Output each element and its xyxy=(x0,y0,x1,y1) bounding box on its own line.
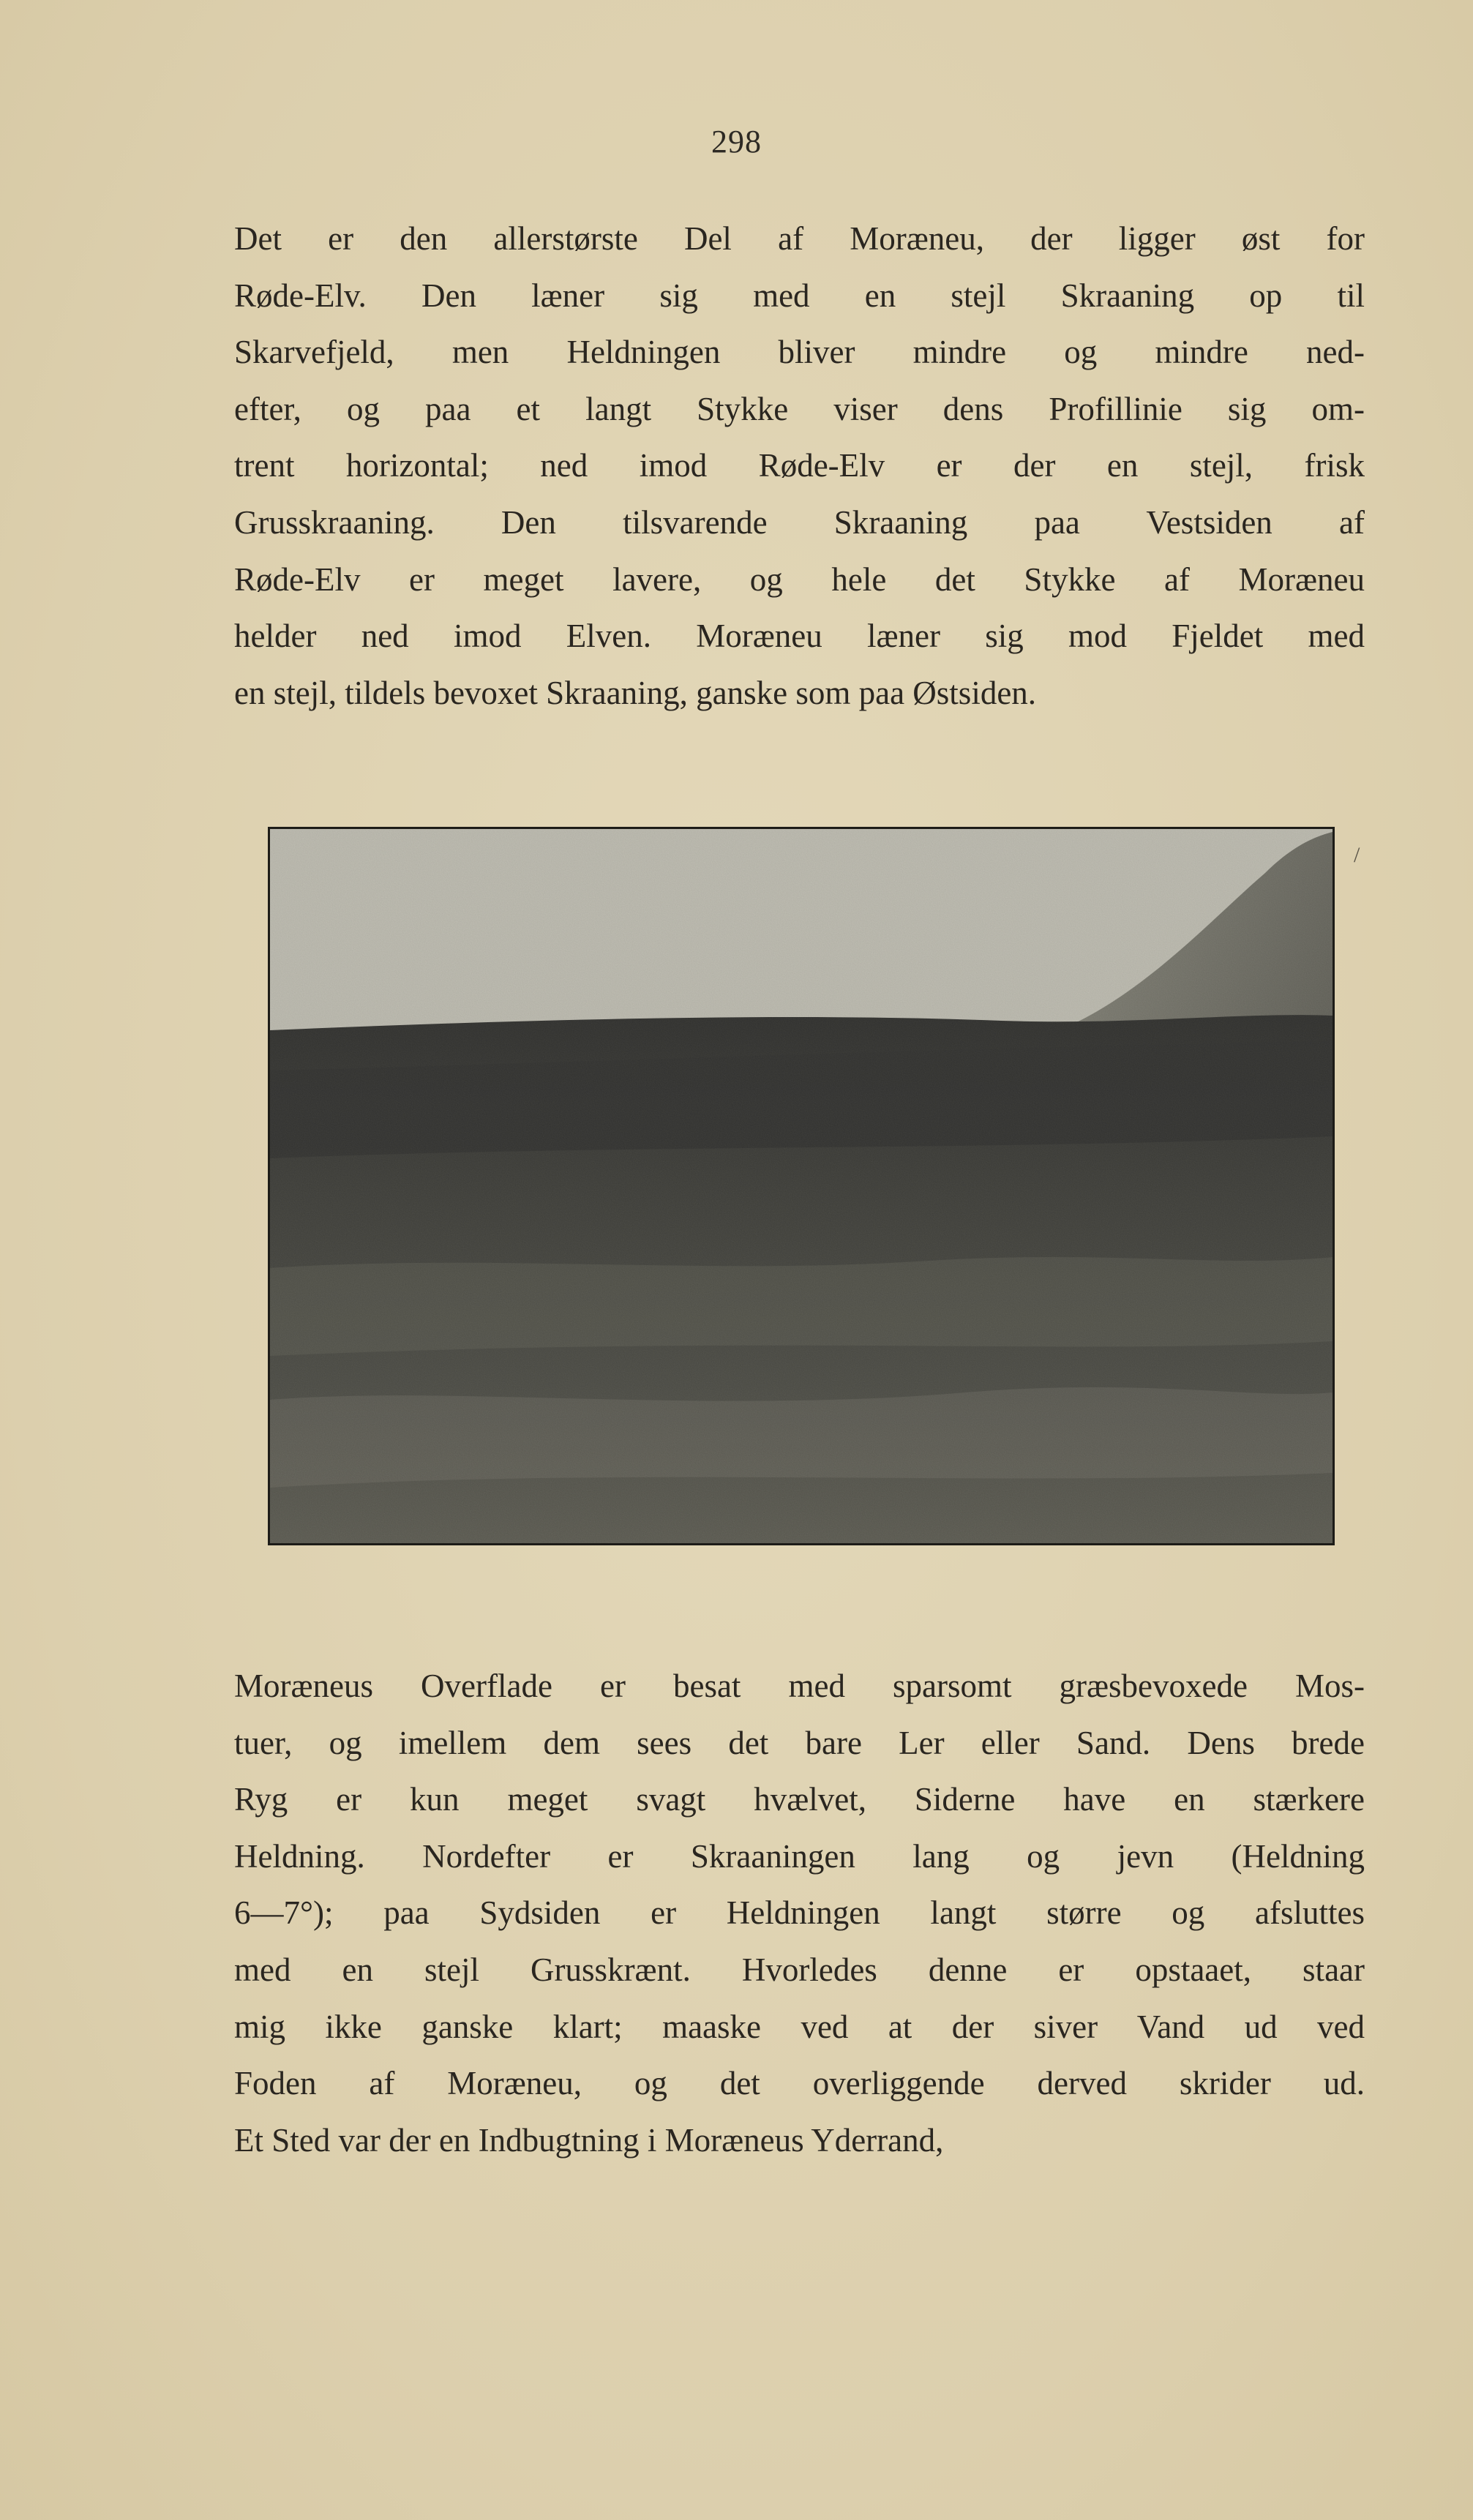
text-line: Ryg er kun meget svagt hvælvet, Siderne have en stærkere xyxy=(234,1781,1365,1818)
photo-illustration xyxy=(270,829,1333,1543)
text-line: Et Sted var der en Indbugtning i Moræneus Yderrand, xyxy=(234,2121,944,2159)
text-line: Heldning. Nordefter er Skraaningen lang og jevn (Heldning xyxy=(234,1837,1365,1875)
text-line: mig ikke ganske klart; maaske ved at der siver Vand ud ved xyxy=(234,2008,1365,2045)
paragraph-2 xyxy=(234,1658,1365,2169)
moraine-photograph xyxy=(268,827,1335,1545)
paragraph-1 xyxy=(234,211,1365,721)
text-line: efter, og paa et langt Stykke viser dens Profillinie sig om- xyxy=(234,390,1365,427)
text-line: Røde-Elv er meget lavere, og hele det Stykke af Moræneu xyxy=(234,560,1365,598)
text-line: Moræneus Overflade er besat med sparsomt græsbevoxede Mos- xyxy=(234,1668,1365,1704)
stray-mark: / xyxy=(1354,843,1360,867)
text-line: tuer, og imellem dem sees det bare Ler eller Sand. Dens brede xyxy=(234,1724,1365,1761)
text-line: Røde-Elv. Den læner sig med en stejl Skraaning op til xyxy=(234,277,1365,314)
text-line: med en stejl Grusskrænt. Hvorledes denne er opstaaet, staar xyxy=(234,1951,1365,1988)
text-line: Det er den allerstørste Del af Moræneu, der ligger øst for xyxy=(234,220,1365,257)
text-line: Grusskraaning. Den tilsvarende Skraaning paa Vestsiden af xyxy=(234,503,1365,541)
photo-grain xyxy=(270,829,1333,1543)
page-number: 298 xyxy=(711,124,762,160)
text-line: helder ned imod Elven. Moræneu læner sig mod Fjeldet med xyxy=(234,618,1365,655)
text-line: Skarvefjeld, men Heldningen bliver mindre og mindre ned- xyxy=(234,334,1365,371)
text-line: 6—7°); paa Sydsiden er Heldningen langt større og afsluttes xyxy=(234,1894,1365,1932)
text-line: Foden af Moræneu, og det overliggende derved skrider ud. xyxy=(234,2065,1365,2102)
text-line: en stejl, tildels bevoxet Skraaning, ganske som paa Østsiden. xyxy=(234,674,1037,711)
text-line: trent horizontal; ned imod Røde-Elv er der en stejl, frisk xyxy=(234,447,1365,484)
